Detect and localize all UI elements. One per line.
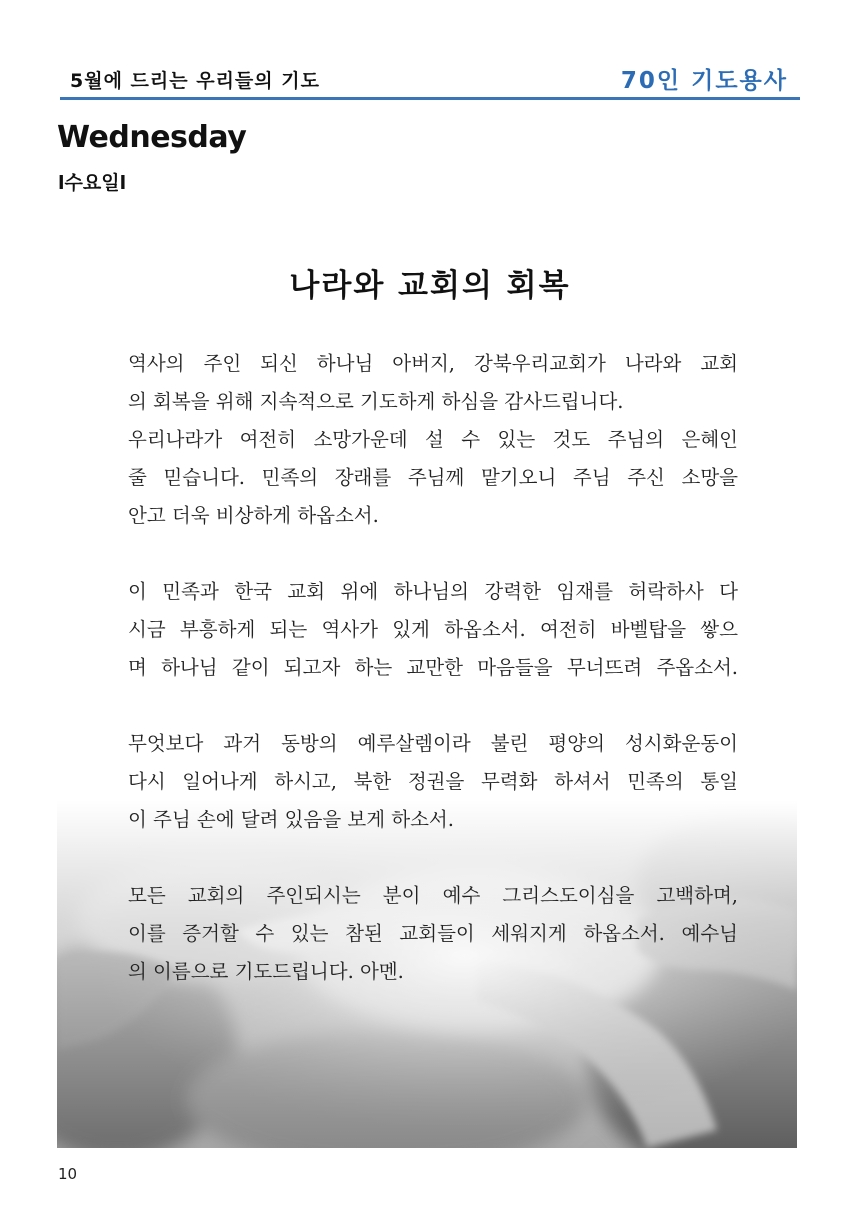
text-line: 이를 증거할 수 있는 참된 교회들이 세워지게 하옵소서. 예수님 bbox=[128, 922, 738, 945]
text-line: 무엇보다 과거 동방의 예루살렘이라 불린 평양의 성시화운동이 bbox=[128, 732, 738, 755]
day-korean: l수요일l bbox=[58, 172, 127, 194]
text-line: 줄 믿습니다. 민족의 장래를 주님께 맡기오니 주님 주신 소망을 bbox=[128, 466, 738, 489]
text-line: 의 이름으로 기도드립니다. 아멘. bbox=[128, 960, 404, 983]
text-line: 이 민족과 한국 교회 위에 하나님의 강력한 임재를 허락하사 다 bbox=[128, 580, 738, 603]
page-header bbox=[60, 60, 800, 100]
text-line: 역사의 주인 되신 하나님 아버지, 강북우리교회가 나라와 교회 bbox=[128, 352, 738, 375]
paragraph bbox=[128, 573, 738, 687]
paragraph bbox=[128, 345, 738, 535]
header-divider bbox=[60, 97, 800, 100]
text-line: 의 회복을 위해 지속적으로 기도하게 하심을 감사드립니다. bbox=[128, 390, 624, 413]
text-line: 모든 교회의 주인되시는 분이 예수 그리스도이심을 고백하며, bbox=[128, 884, 738, 907]
text-line: 다시 일어나게 하시고, 북한 정권을 무력화 하셔서 민족의 통일 bbox=[128, 770, 738, 793]
paragraph bbox=[128, 725, 738, 839]
prayer-body bbox=[128, 345, 738, 991]
header-right-title: 70인 기도용사 bbox=[620, 68, 788, 94]
text-line: 시금 부흥하게 되는 역사가 있게 하옵소서. 여전히 바벨탑을 쌓으 bbox=[128, 618, 738, 641]
day-english: Wednesday bbox=[57, 120, 247, 155]
text-line: 우리나라가 여전히 소망가운데 설 수 있는 것도 주님의 은혜인 bbox=[128, 428, 738, 451]
paragraph bbox=[128, 877, 738, 991]
text-line: 안고 더욱 비상하게 하옵소서. bbox=[128, 504, 379, 527]
text-line: 이 주님 손에 달려 있음을 보게 하소서. bbox=[128, 808, 454, 831]
prayer-title: 나라와 교회의 회복 bbox=[289, 268, 571, 304]
page-number: 10 bbox=[58, 1165, 78, 1183]
header-left-title: 5월에 드리는 우리들의 기도 bbox=[70, 70, 320, 92]
text-line: 며 하나님 같이 되고자 하는 교만한 마음들을 무너뜨려 주옵소서. bbox=[128, 656, 738, 679]
